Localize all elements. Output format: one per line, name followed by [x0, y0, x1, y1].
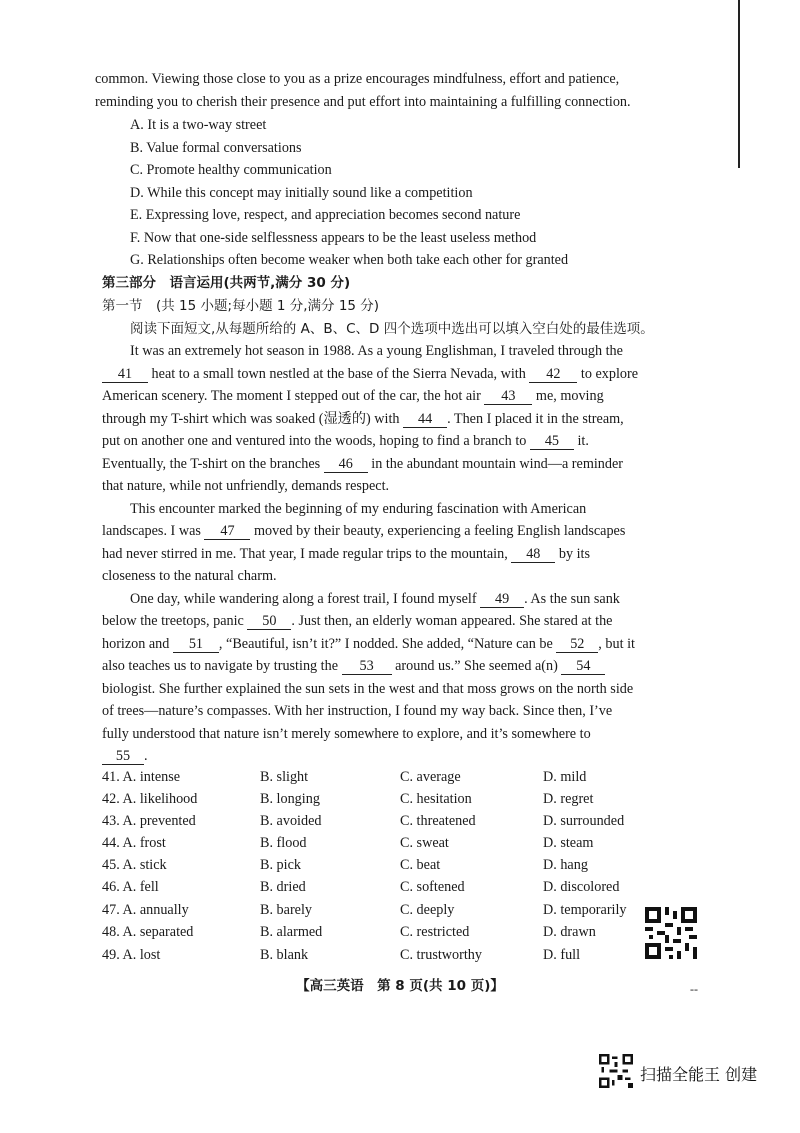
blank-50: 50 — [247, 614, 291, 630]
cloze-line: 41 heat to a small town nestled at the base of the Sierra Nevada, with 42 to explore — [102, 365, 638, 383]
question-47-c: C. deeply — [400, 902, 455, 918]
cloze-line: also teaches us to navigate by trusting the 53 around us.” She seemed a(n) 54 — [102, 657, 605, 675]
question-43-d: D. surrounded — [543, 813, 625, 829]
option-c: C. Promote healthy communication — [130, 162, 332, 178]
blank-48: 48 — [511, 547, 555, 563]
question-44-d: D. steam — [543, 835, 594, 851]
question-47-d: D. temporarily — [543, 902, 627, 918]
question-42-b: B. longing — [260, 791, 320, 807]
question-47-b: B. barely — [260, 902, 313, 918]
blank-55: 55 — [102, 749, 144, 765]
cloze-line: It was an extremely hot season in 1988. As a young Englishman, I traveled through the — [130, 343, 623, 359]
question-48-d: D. drawn — [543, 924, 596, 940]
blank-51: 51 — [173, 637, 219, 653]
question-46-d: D. discolored — [543, 879, 620, 895]
cloze-line: biologist. She further explained the sun sets in the west and that moss grows on the north side — [102, 681, 634, 697]
cloze-line: horizon and 51 , “Beautiful, isn’t it?” I nodded. She added, “Nature can be 52 , but it — [102, 636, 635, 652]
page-footer: 【高三英语 第 8 页(共 10 页)】 — [296, 978, 504, 994]
cloze-line: American scenery. The moment I stepped out of the car, the hot air 43 me, moving — [102, 388, 604, 404]
question-44-b: B. flood — [260, 835, 307, 851]
question-42-c: C. hesitation — [400, 791, 472, 807]
question-48-b: B. alarmed — [260, 924, 323, 940]
cloze-line: One day, while wandering along a forest trail, I found myself 49 . As the sun sank — [130, 591, 620, 607]
question-44-c: C. sweat — [400, 835, 449, 851]
question-47-a: 47. A. annually — [102, 902, 189, 918]
question-45-a: 45. A. stick — [102, 857, 167, 873]
cloze-line: This encounter marked the beginning of my enduring fascination with American — [130, 501, 587, 517]
cloze-line: landscapes. I was 47 moved by their beauty, experiencing a feeling English landscapes — [102, 523, 626, 539]
page-edge-line — [738, 0, 740, 168]
question-41-b: B. slight — [260, 769, 309, 785]
qr-code-icon — [645, 907, 697, 959]
blank-45: 45 — [530, 434, 574, 450]
passage-line: reminding you to cherish their presence and put effort into maintaining a fulfilling connection. — [95, 94, 631, 110]
question-49-c: C. trustworthy — [400, 947, 482, 963]
cloze-line: Eventually, the T-shirt on the branches 46 in the abundant mountain wind—a reminder — [102, 456, 624, 472]
question-48-a: 48. A. separated — [102, 924, 194, 940]
question-41-a: 41. A. intense — [102, 769, 181, 785]
cloze-line: had never stirred in me. That year, I made regular trips to the mountain, 48 by its — [102, 546, 590, 562]
blank-44: 44 — [403, 412, 447, 428]
blank-41: 41 — [102, 367, 148, 383]
question-46-c: C. softened — [400, 879, 465, 895]
option-f: F. Now that one-side selflessness appears to be the least useless method — [130, 230, 537, 246]
blank-43: 43 — [484, 389, 532, 405]
instruction: 阅读下面短文,从每题所给的 A、B、C、D 四个选项中选出可以填入空白处的最佳选项。 — [130, 321, 654, 337]
cloze-line: 55 . — [102, 747, 148, 765]
option-e: E. Expressing love, respect, and appreciation becomes second nature — [130, 207, 521, 223]
question-41-c: C. average — [400, 769, 461, 785]
cloze-line: through my T-shirt which was soaked (湿透的) with 44 . Then I placed it in the stream, — [102, 411, 624, 427]
question-42-d: D. regret — [543, 791, 594, 807]
option-d: D. While this concept may initially sound like a competition — [130, 185, 473, 201]
blank-46: 46 — [324, 457, 368, 473]
question-49-b: B. blank — [260, 947, 309, 963]
blank-49: 49 — [480, 592, 524, 608]
cloze-line: fully understood that nature isn’t merely somewhere to explore, and it’s somewhere to — [102, 726, 591, 742]
blank-54: 54 — [561, 659, 605, 675]
question-41-d: D. mild — [543, 769, 587, 785]
cloze-line: of trees—nature’s compasses. With her instruction, I found my way back. Since then, I’ve — [102, 703, 613, 719]
question-42-a: 42. A. likelihood — [102, 791, 198, 807]
question-43-b: B. avoided — [260, 813, 322, 829]
cloze-line: below the treetops, panic 50 . Just then, an elderly woman appeared. She stared at the — [102, 613, 613, 629]
question-43-a: 43. A. prevented — [102, 813, 196, 829]
option-a: A. It is a two-way street — [130, 117, 267, 133]
question-44-a: 44. A. frost — [102, 835, 166, 851]
section-title: 第三部分 语言运用(共两节,满分 30 分) — [102, 275, 351, 291]
question-45-b: B. pick — [260, 857, 301, 873]
option-g: G. Relationships often become weaker when both take each other for granted — [130, 252, 569, 268]
question-46-b: B. dried — [260, 879, 306, 895]
question-45-c: C. beat — [400, 857, 441, 873]
footer-dash: -- — [690, 982, 698, 996]
question-46-a: 46. A. fell — [102, 879, 159, 895]
blank-42: 42 — [529, 367, 577, 383]
passage-line: common. Viewing those close to you as a prize encourages mindfulness, effort and patience, — [95, 71, 620, 87]
question-48-c: C. restricted — [400, 924, 470, 940]
question-45-d: D. hang — [543, 857, 588, 873]
blank-53: 53 — [342, 659, 392, 675]
cloze-line: that nature, while not unfriendly, demands respect. — [102, 478, 390, 494]
scanner-logo — [599, 1054, 633, 1088]
question-49-a: 49. A. lost — [102, 947, 161, 963]
question-43-c: C. threatened — [400, 813, 476, 829]
question-49-d: D. full — [543, 947, 581, 963]
cloze-line: put on another one and ventured into the woods, hoping to find a branch to 45 it. — [102, 433, 589, 449]
blank-52: 52 — [556, 637, 598, 653]
cloze-line: closeness to the natural charm. — [102, 568, 277, 584]
option-b: B. Value formal conversations — [130, 140, 302, 156]
scanner-label: 扫描全能王 创建 — [640, 1065, 758, 1084]
blank-47: 47 — [204, 524, 250, 540]
subsection-title: 第一节 (共 15 小题;每小题 1 分,满分 15 分) — [102, 298, 380, 314]
